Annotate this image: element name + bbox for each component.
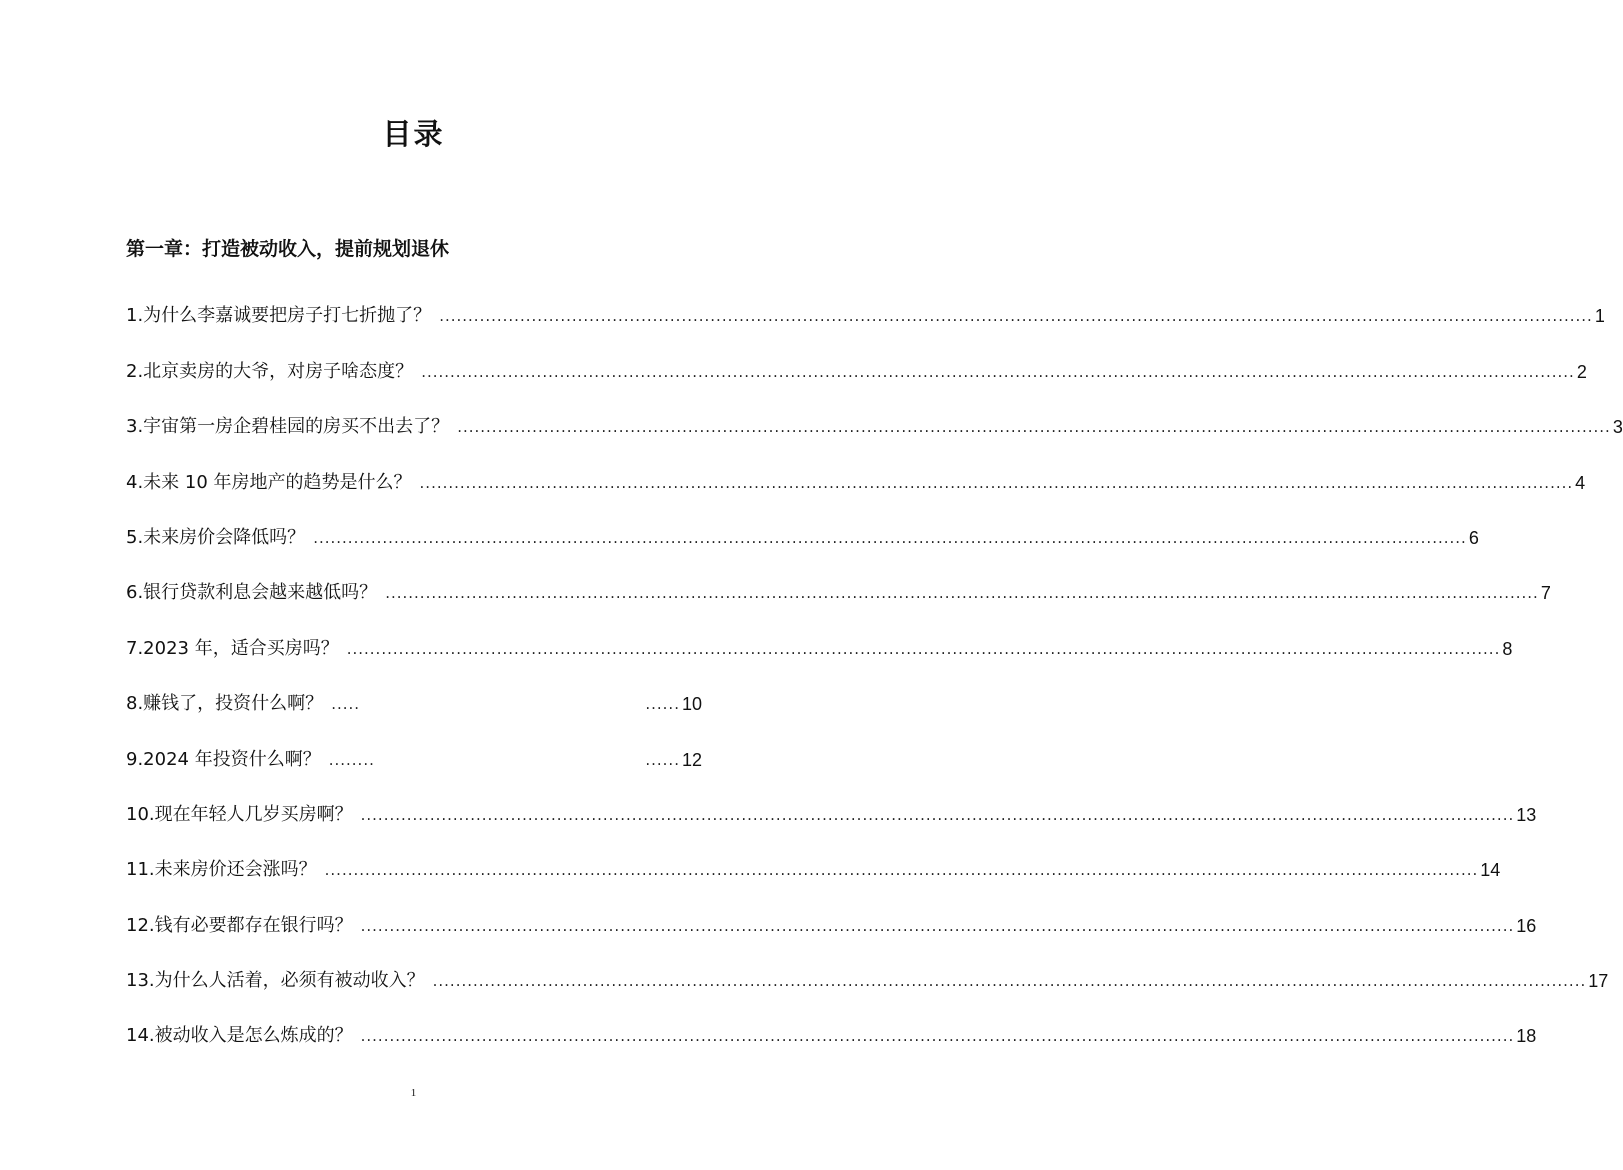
toc-entry-page: 16 — [1516, 915, 1537, 936]
toc-entry-text: 2.北京卖房的大爷，对房子啥态度？ — [126, 360, 414, 382]
toc-list — [126, 287, 1623, 1062]
toc-entry-text: 3.宇宙第一房企碧桂园的房买不出去了？ — [126, 416, 450, 438]
toc-entry-page: 17 — [1588, 971, 1609, 992]
toc-entry-text: 9.2024 年投资什么啊？ — [126, 748, 321, 770]
toc-leader: ........................................................................................................................................................................................................ — [432, 972, 1587, 991]
page-number: 1 — [410, 1087, 417, 1099]
toc-entry-text: 12.钱有必要都存在银行吗？ — [126, 914, 353, 936]
toc-entry-page: 13 — [1516, 804, 1537, 825]
toc-entry-text: 5.未来房价会降低吗？ — [126, 526, 306, 548]
toc-entry-text: 8.赚钱了，投资什么啊？ — [126, 693, 324, 715]
toc-leader: ........................................................................................................................................................................................................ — [419, 473, 1574, 492]
toc-entry-page: 18 — [1516, 1026, 1537, 1047]
toc-leader: ........................................................................................................................................................................................................ — [360, 805, 1515, 824]
toc-leader: ........................................................................................................................................................................................................ — [360, 916, 1515, 935]
toc-entry-page: 6 — [1468, 527, 1479, 548]
toc-entry[interactable] — [126, 786, 1537, 841]
toc-entry[interactable] — [126, 730, 702, 785]
toc-entry-page: 4 — [1575, 472, 1586, 493]
toc-entry-page: 10 — [681, 694, 702, 715]
toc-entry[interactable] — [126, 675, 702, 730]
toc-entry-page: 7 — [1540, 583, 1551, 604]
toc-leader: ........................................................................................................................................................................................................ — [457, 418, 1611, 437]
toc-leader: ........................................................................................................................................................................................................ — [439, 307, 1593, 326]
toc-entry-text: 6.银行贷款利息会越来越低吗？ — [126, 582, 378, 604]
toc-leader: ........................................................................................................................................................................................................ — [385, 584, 1539, 603]
toc-leader-start: ........ — [328, 750, 375, 769]
toc-entry[interactable] — [126, 564, 1551, 619]
toc-entry-page: 2 — [1576, 361, 1587, 382]
toc-leader: ........................................................................................................................................................................................................ — [360, 1027, 1515, 1046]
toc-entry-text: 7.2023 年，适合买房吗？ — [126, 637, 339, 659]
toc-entry-text: 14.被动收入是怎么炼成的？ — [126, 1025, 353, 1047]
toc-entry-text: 10.现在年轻人几岁买房啊？ — [126, 803, 353, 825]
toc-entry[interactable] — [126, 841, 1501, 896]
toc-entry-page: 8 — [1502, 638, 1513, 659]
toc-leader: ........................................................................................................................................................................................................ — [346, 639, 1501, 658]
toc-entry[interactable] — [126, 342, 1587, 397]
toc-leader-start: ..... — [331, 695, 361, 714]
toc-leader: ........................................................................................................................................................................................................ — [324, 861, 1479, 880]
chapter-heading: 第一章：打造被动收入，提前规划退休 — [126, 238, 450, 260]
toc-leader: ........................................................................................................................................................................................................ — [421, 362, 1575, 381]
toc-entry[interactable] — [126, 398, 1623, 453]
toc-entry-page: 3 — [1612, 417, 1623, 438]
toc-leader-end: ...... — [645, 695, 680, 714]
toc-entry[interactable] — [126, 619, 1513, 674]
toc-entry[interactable] — [126, 896, 1537, 951]
toc-entry-text: 4.未来 10 年房地产的趋势是什么？ — [126, 471, 412, 493]
toc-title: 目录 — [382, 117, 445, 151]
toc-leader-end: ...... — [645, 750, 680, 769]
toc-entry[interactable] — [126, 453, 1586, 508]
toc-entry[interactable] — [126, 287, 1605, 342]
toc-entry[interactable] — [126, 509, 1479, 564]
toc-entry-text: 1.为什么李嘉诚要把房子打七折抛了？ — [126, 305, 432, 327]
toc-entry-page: 12 — [681, 749, 702, 770]
toc-entry-text: 11.未来房价还会涨吗？ — [126, 859, 317, 881]
toc-entry-page: 14 — [1480, 860, 1501, 881]
toc-leader: ........................................................................................................................................................................................................ — [313, 528, 1467, 547]
toc-entry[interactable] — [126, 1007, 1537, 1062]
toc-entry[interactable] — [126, 952, 1609, 1007]
toc-entry-page: 1 — [1594, 306, 1605, 327]
toc-entry-text: 13.为什么人活着，必须有被动收入？ — [126, 970, 425, 992]
